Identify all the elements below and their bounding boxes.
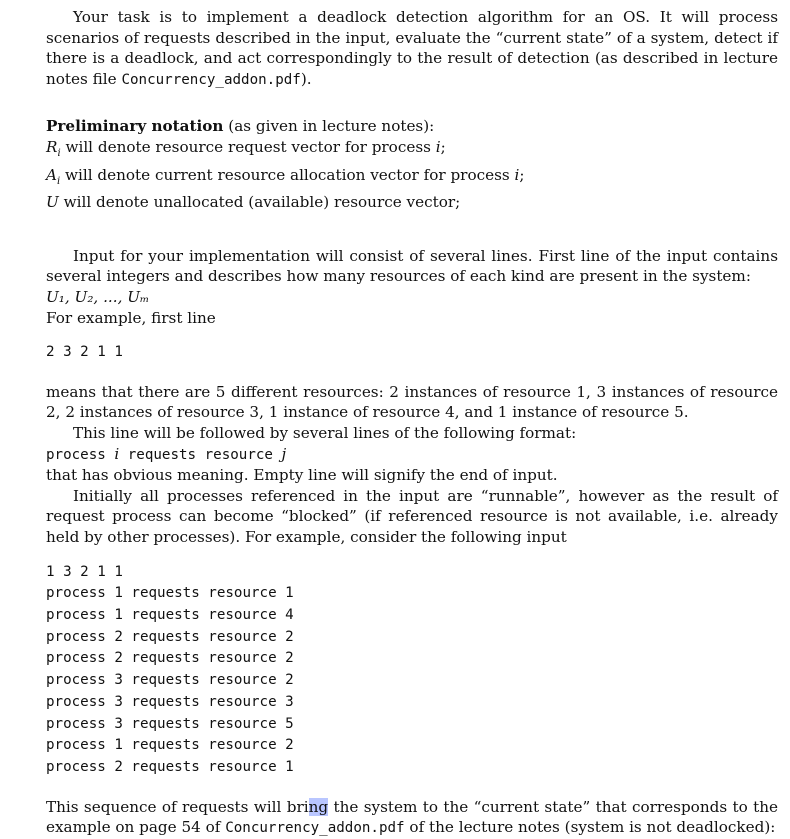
code-line: process 1 requests resource 1 — [46, 585, 294, 602]
intro-filename: Concurrency_addon.pdf — [121, 71, 301, 88]
code-line: process 2 requests resource 2 — [46, 650, 294, 667]
closing-text-end: of the lecture notes (system is not deadlocked): — [404, 818, 776, 837]
notation-r-subscript: i — [57, 148, 61, 159]
format-var-j: j — [281, 444, 287, 463]
notation-a-text: will denote current resource allocation vector for process — [60, 165, 515, 184]
notation-a-var: i — [514, 165, 520, 184]
first-line-example: 2 3 2 1 1 — [46, 344, 123, 361]
notation-u-symbol: U — [46, 193, 59, 212]
notation-heading: Preliminary notation — [46, 117, 224, 136]
code-line: process 3 requests resource 3 — [46, 693, 294, 710]
input-description-paragraph: Input for your implementation will consist of several lines. First line of the input contains several integers and describes how many resources of each kind are present in the system: — [46, 246, 778, 286]
notation-section — [46, 116, 778, 212]
format-line — [46, 444, 778, 466]
code-line: process 2 requests resource 1 — [46, 758, 294, 775]
notation-a-subscript: i — [56, 175, 61, 187]
notation-r-text: will denote resource request vector for process — [60, 137, 436, 156]
notation-r-line — [46, 137, 778, 165]
notation-r-end: ; — [440, 137, 446, 156]
spacer — [46, 548, 778, 562]
spacer — [46, 90, 778, 116]
spacer — [46, 364, 778, 382]
code-line: process 2 requests resource 2 — [46, 628, 294, 645]
format-requests: requests resource — [119, 446, 282, 463]
obvious-line: that has obvious meaning. Empty line will signify the end of input. — [46, 466, 558, 485]
intro-paragraph — [46, 7, 778, 90]
closing-paragraph — [46, 797, 778, 839]
spacer — [46, 779, 778, 797]
document-page — [46, 0, 778, 839]
intro-text: Your task is to implement a deadlock detection algorithm for an OS. It will process scenarios of requests described in the input, evaluate the “current state” of a system, detect if there is a deadlock, and act correspondingly to the result of detection (as described in lecture notes file — [46, 8, 778, 88]
runnable-paragraph: Initially all processes referenced in the input are “runnable”, however as the result of request process can become “blocked” (if referenced resource is not available, i.e. already held by other processes). For example, consider the following input — [46, 486, 778, 547]
code-line: process 3 requests resource 2 — [46, 672, 294, 689]
format-process: process — [46, 446, 115, 463]
code-line: process 3 requests resource 5 — [46, 715, 294, 732]
notation-a-line — [46, 165, 778, 193]
notation-a-symbol: A — [46, 165, 57, 184]
followed-line: This line will be followed by several lines of the following format: — [73, 424, 577, 443]
resource-vector: U₁, U₂, ..., Uₘ — [46, 288, 150, 306]
notation-r-var: i — [435, 137, 441, 156]
notation-r-symbol: R — [46, 137, 58, 156]
top-spacer — [46, 0, 778, 7]
notation-heading-line — [46, 116, 778, 137]
code-line: process 1 requests resource 4 — [46, 607, 294, 624]
code-line: process 1 requests resource 2 — [46, 737, 294, 754]
closing-text-2: the system to the “current state” that corresponds to the example on page 54 of — [46, 797, 778, 837]
example-intro: For example, first line — [46, 308, 216, 327]
notation-heading-suffix: (as given in lecture notes): — [223, 117, 435, 136]
notation-u-line — [46, 192, 778, 213]
closing-filename: Concurrency_addon.pdf — [225, 820, 405, 837]
notation-u-text: will denote unallocated (available) resource vector; — [58, 193, 461, 212]
explanation-paragraph: means that there are 5 different resources: 2 instances of resource 1, 3 instances of resource 2, 2 instances of resource 3, 1 instance of resource 4, and 1 instance of resource 5. — [46, 382, 778, 422]
intro-text-end: ). — [300, 69, 312, 88]
closing-text: This sequence of requests will bri — [46, 797, 309, 816]
code-line: 1 3 2 1 1 — [46, 563, 123, 580]
example-input-block — [46, 562, 778, 779]
text-selection-highlight[interactable]: ng — [308, 797, 329, 816]
format-var-i: i — [114, 444, 120, 463]
spacer — [46, 213, 778, 246]
notation-a-end: ; — [519, 165, 525, 184]
spacer — [46, 328, 778, 342]
